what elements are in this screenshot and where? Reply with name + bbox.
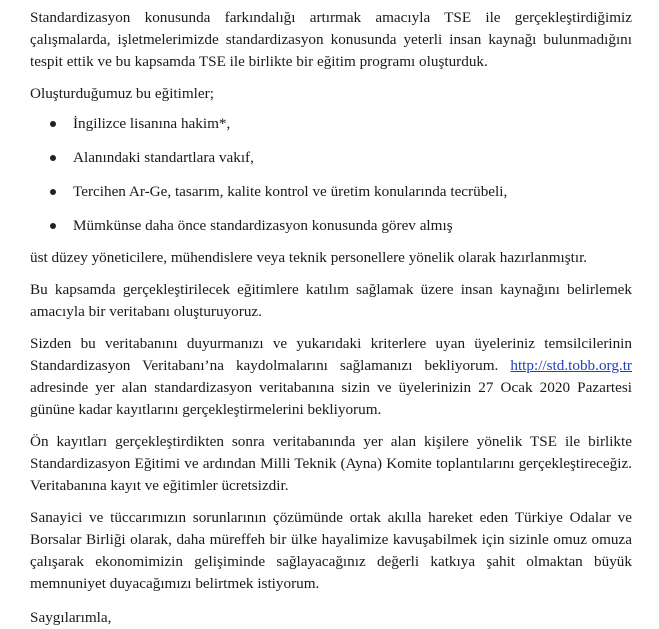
database-purpose-paragraph: Bu kapsamda gerçekleştirilecek eğitimlere katılım sağlamak üzere insan kaynağını belirlemek amacıyla bir veritabanı oluşturuyoruz. bbox=[30, 281, 632, 320]
letter-body bbox=[30, 7, 632, 629]
list-item: Mümkünse daha önce standardizasyon konusunda görev almış bbox=[30, 215, 632, 237]
list-item: Alanındaki standartlara vakıf, bbox=[30, 147, 632, 169]
training-intro: Oluşturduğumuz bu eğitimler; bbox=[30, 85, 214, 102]
criteria-list bbox=[30, 113, 632, 237]
list-item: Tercihen Ar-Ge, tasarım, kalite kontrol ve üretim konularında tecrübeli, bbox=[30, 181, 632, 203]
bullet-icon bbox=[50, 189, 56, 195]
followup-paragraph: Ön kayıtları gerçekleştirdikten sonra veritabanında yer alan kişilere yönelik TSE ile birlikte Standardizasyon Eğitimi ve ardından Milli Teknik (Ayna) Komite toplantılarını gerçekleştireceğiz. Veritabanına kayıt ve eğitimler ücretsizdir. bbox=[30, 433, 632, 494]
bullet-icon bbox=[50, 223, 56, 229]
intro-paragraph: Standardizasyon konusunda farkındalığı artırmak amacıyla TSE ile gerçekleştirdiğimiz çalışmalarda, işletmelerimizde standardizasyon konusunda yeterli insan kaynağı bulunmadığını tespit ettik ve bu kapsamda TSE ile birlikte bir eğitim programı oluşturduk. bbox=[30, 9, 632, 70]
bullet-icon bbox=[50, 121, 56, 127]
list-item: İngilizce lisanına hakim*, bbox=[30, 113, 632, 135]
closing-paragraph: Sanayici ve tüccarımızın sorunlarının çözümünde ortak akılla hareket eden Türkiye Odalar ve Borsalar Birliği olarak, daha müreffeh bir ülke hayalimize kavuşabilmek için sizinle omuz omuza çalışarak ekonomimizin gelişiminde sağlayacağınız değerli katkıya şahit olmaktan büyük memnuniyet duyacağımızı belirtmek istiyorum. bbox=[30, 509, 632, 592]
registration-request-paragraph: Sizden bu veritabanını duyurmanızı ve yukarıdaki kriterlere uyan üyeleriniz temsilcilerinin Standardizasyon Veritabanı’na kaydolmalarını sağlamanızı bekliyorum. http://std.tobb.org.tr adresinde yer alan standardizasyon veritabanına sizin ve üyelerinizin 27 Ocak 2020 Pazartesi gününe kadar kayıtlarını gerçekleştirmelerini bekliyorum. bbox=[30, 335, 632, 418]
target-audience-paragraph: üst düzey yöneticilere, mühendislere veya teknik personellere yönelik olarak hazırlanmıştır. bbox=[30, 249, 588, 266]
signoff-partial: Saygılarımla, bbox=[30, 609, 112, 626]
database-link[interactable]: http://std.tobb.org.tr bbox=[510, 357, 632, 374]
bullet-icon bbox=[50, 155, 56, 161]
